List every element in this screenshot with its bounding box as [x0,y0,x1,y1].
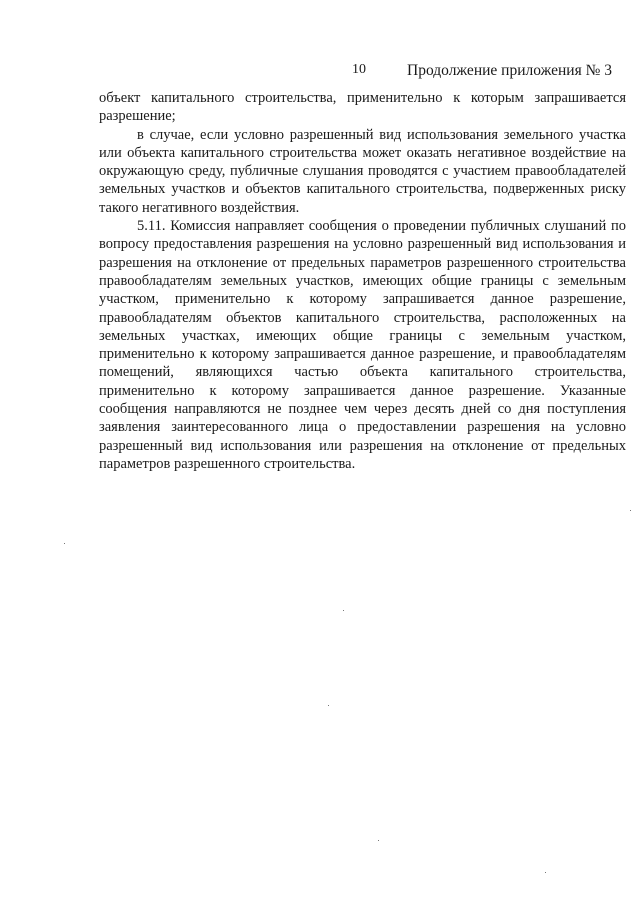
scan-speck [545,872,546,873]
scan-speck [343,610,344,611]
document-body [99,89,626,473]
running-title: Продолжение приложения № 3 [407,62,612,79]
scan-speck [630,510,631,511]
paragraph-negative-impact: в случае, если условно разрешенный вид использования земельного участка или объекта капитального строительства может оказать негативное воздействие на окружающую среду, публичные слушания проводятся с участием правообладателей земельных участков и объектов капитального строительства, подверженных риску такого негативного воздействия. [99,126,626,216]
paragraph-5-11: 5.11. Комиссия направляет сообщения о проведении публичных слушаний по вопросу предоставления разрешения на условно разрешенный вид использования и разрешения на отклонение от предельных параметров разрешенного строительства правообладателям земельных участков, имеющих общие границы с земельным участком, применительно к которому запрашивается данное разрешение, правообладателям объектов капитального строительства, расположенных на земельных участках, имеющих общие границы с земельным участком, применительно к которому запрашивается данное разрешение, и правообладателям помещений, являющихся частью объекта капитального строительства, применительно к которому запрашивается данное разрешение. Указанные сообщения направляются не позднее чем через десять дней со дня поступления заявления заинтересованного лица о предоставлении разрешения на условно разрешенный вид использования или разрешения на отклонение от предельных параметров разрешенного строительства. [99,218,626,472]
page-number: 10 [352,62,366,77]
scan-speck [64,543,65,544]
scan-speck [328,705,329,706]
scan-speck [378,840,379,841]
paragraph-continuation: объект капитального строительства, применительно к которым запрашивается разрешение; [99,90,626,125]
page-header [0,62,640,84]
